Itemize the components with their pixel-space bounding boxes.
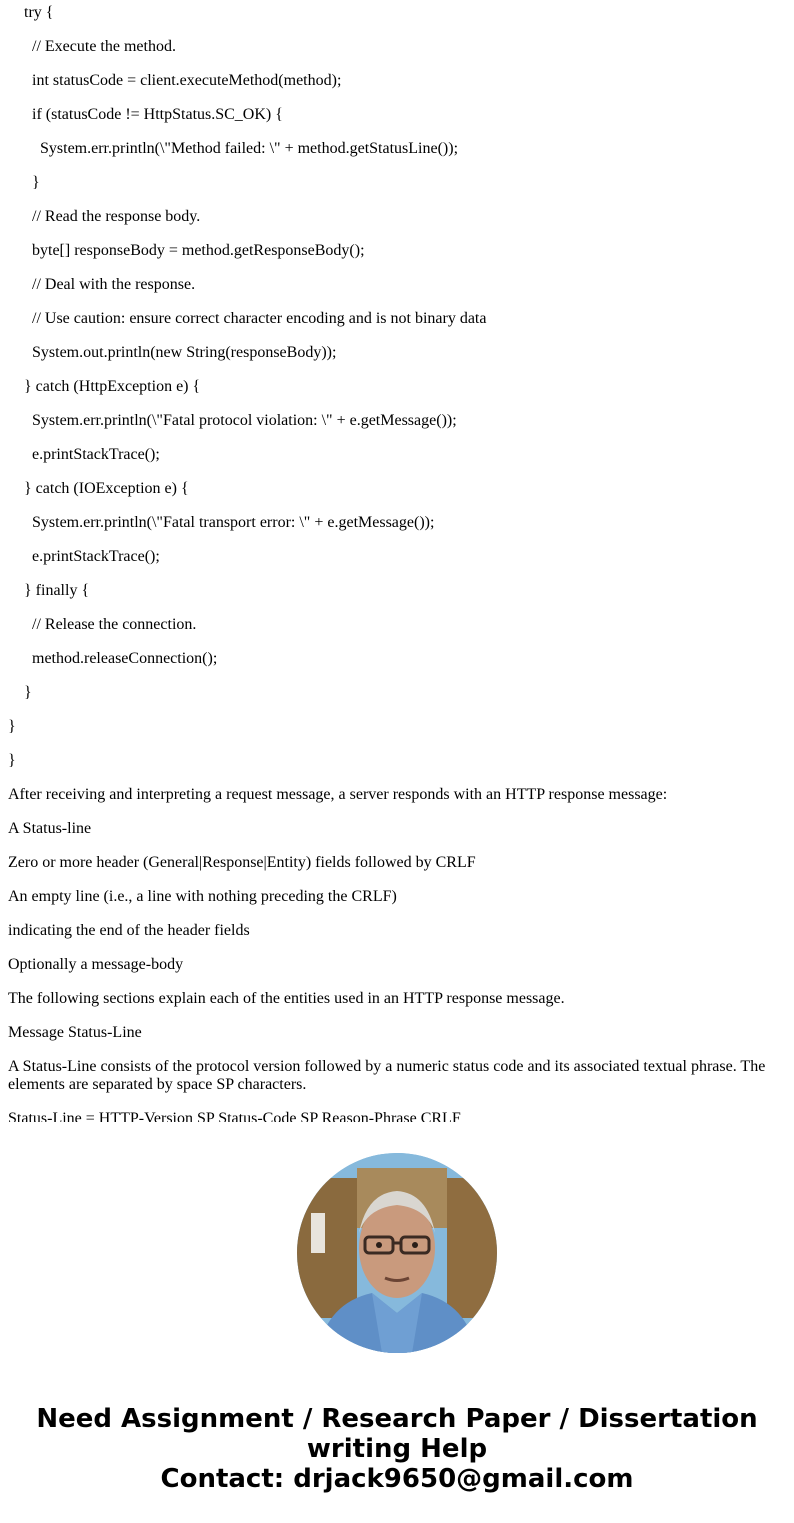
code-line: e.printStackTrace();	[32, 446, 160, 463]
code-line: }	[24, 684, 32, 701]
footer-contact-text: Contact: drjack9650@gmail.com	[160, 1464, 634, 1494]
paragraph: The following sections explain each of the entities used in an HTTP response message.	[8, 990, 565, 1007]
code-line: System.err.println(\"Fatal protocol violation: \" + e.getMessage());	[32, 412, 457, 429]
code-line: } catch (HttpException e) {	[24, 378, 201, 395]
paragraph: A Status-line	[8, 820, 92, 837]
code-line: method.releaseConnection();	[32, 650, 218, 667]
code-line: }	[8, 718, 16, 735]
paragraph: Zero or more header (General|Response|Entity) fields followed by CRLF	[8, 854, 476, 871]
code-line: e.printStackTrace();	[32, 548, 160, 565]
code-line: System.err.println(\"Fatal transport error: \" + e.getMessage());	[32, 514, 435, 531]
code-line: } finally {	[24, 582, 90, 599]
paragraph: Status-Line = HTTP-Version SP Status-Code SP Reason-Phrase CRLF	[8, 1110, 461, 1122]
paragraph: An empty line (i.e., a line with nothing preceding the CRLF)	[8, 888, 397, 905]
code-line: }	[32, 174, 40, 191]
code-line: // Read the response body.	[32, 208, 201, 225]
author-avatar	[297, 1153, 497, 1353]
footer-help-text: Need Assignment / Research Paper / Dissertation writing Help	[36, 1404, 758, 1464]
paragraph: After receiving and interpreting a request message, a server responds with an HTTP response message:	[8, 786, 668, 803]
avatar-portrait-image	[297, 1153, 497, 1353]
paragraph: indicating the end of the header fields	[8, 922, 250, 939]
code-line: if (statusCode != HttpStatus.SC_OK) {	[32, 106, 283, 123]
code-line: // Release the connection.	[32, 616, 197, 633]
code-line: System.err.println(\"Method failed: \" + method.getStatusLine());	[40, 140, 459, 157]
paragraph-block	[8, 782, 786, 1122]
paragraph: A Status-Line consists of the protocol version followed by a numeric status code and its associated textual phrase. The elements are separated by space SP characters.	[8, 1058, 766, 1093]
code-line: byte[] responseBody = method.getResponseBody();	[32, 242, 365, 259]
document-content	[8, 0, 786, 1122]
code-line: int statusCode = client.executeMethod(method);	[32, 72, 342, 89]
code-line: // Use caution: ensure correct character encoding and is not binary data	[32, 310, 487, 327]
code-line: try {	[24, 4, 54, 21]
code-line: // Execute the method.	[32, 38, 176, 55]
code-block	[8, 0, 786, 782]
paragraph: Optionally a message-body	[8, 956, 184, 973]
code-line: // Deal with the response.	[32, 276, 196, 293]
paragraph: Message Status-Line	[8, 1024, 142, 1041]
code-line: System.out.println(new String(responseBody));	[32, 344, 337, 361]
footer-banner	[0, 1404, 794, 1494]
code-line: }	[8, 752, 16, 769]
code-line: } catch (IOException e) {	[24, 480, 189, 497]
